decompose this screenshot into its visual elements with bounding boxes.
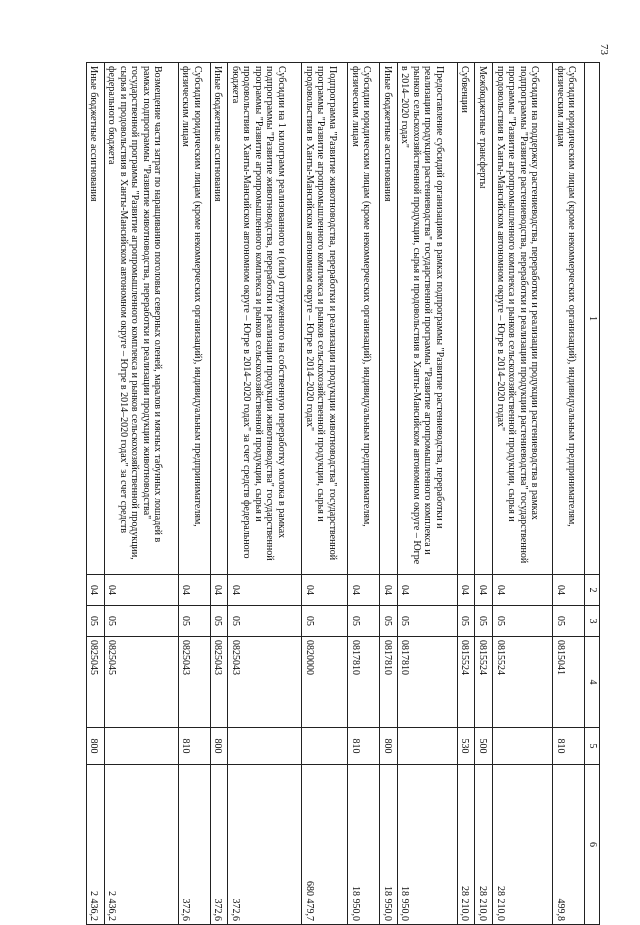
row-subsection-cell: 05 bbox=[104, 606, 178, 637]
row-expense-type-cell: 800 bbox=[210, 728, 228, 765]
row-target-article-cell: 0815524 bbox=[475, 637, 493, 728]
row-name-cell: Субсидии юридическим лицам (кроме некоммерческих организаций), индивидуальным предпринимателям, физическим лицам bbox=[178, 63, 210, 575]
row-section-cell: 04 bbox=[493, 575, 553, 606]
row-section-cell: 04 bbox=[87, 575, 105, 606]
row-section-cell: 04 bbox=[380, 575, 398, 606]
row-section-cell: 04 bbox=[302, 575, 348, 606]
table-row bbox=[348, 63, 380, 925]
row-subsection-cell: 05 bbox=[380, 606, 398, 637]
row-expense-type-cell: 810 bbox=[348, 728, 380, 765]
row-name-cell: Иные бюджетные ассигнования bbox=[380, 63, 398, 575]
row-target-article-cell: 0825045 bbox=[87, 637, 105, 728]
table-row bbox=[302, 63, 348, 925]
table-body bbox=[87, 63, 585, 925]
row-name-cell: Субсидии юридическим лицам (кроме некоммерческих организаций), индивидуальным предпринимателям, физическим лицам bbox=[348, 63, 380, 575]
header-cell-6: 6 bbox=[585, 765, 600, 925]
row-target-article-cell: 0817810 bbox=[397, 637, 457, 728]
header-cell-5: 5 bbox=[585, 728, 600, 765]
row-amount-cell: 18 950,0 bbox=[397, 765, 457, 925]
row-name-cell: Межбюджетные трансферты bbox=[475, 63, 493, 575]
table-row bbox=[228, 63, 302, 925]
table-row bbox=[397, 63, 457, 925]
row-subsection-cell: 05 bbox=[493, 606, 553, 637]
row-section-cell: 04 bbox=[210, 575, 228, 606]
row-section-cell: 04 bbox=[397, 575, 457, 606]
row-expense-type-cell: 810 bbox=[178, 728, 210, 765]
row-name-cell: Субсидии юридическим лицам (кроме некоммерческих организаций), индивидуальным предпринимателям, физическим лицам bbox=[553, 63, 585, 575]
budget-table bbox=[86, 62, 600, 925]
row-amount-cell: 28 210,0 bbox=[493, 765, 553, 925]
table-row bbox=[475, 63, 493, 925]
row-subsection-cell: 05 bbox=[553, 606, 585, 637]
row-subsection-cell: 05 bbox=[178, 606, 210, 637]
row-name-cell: Субсидии на поддержку растениеводства, переработки и реализации продукции растениеводства в рамках подпрограммы "Развитие растениеводства, переработки и реализации продукции растениеводства" государственной программы "Развитие агропромышленного комплекса и рынков сельскохозяйственной продукции, сырья и продовольствия в Ханты-Мансийском автономном округе – Югре в 2014–2020 годах" bbox=[493, 63, 553, 575]
header-row bbox=[585, 63, 600, 925]
row-target-article-cell: 0825043 bbox=[210, 637, 228, 728]
row-section-cell: 04 bbox=[553, 575, 585, 606]
table-row bbox=[493, 63, 553, 925]
row-amount-cell: 28 210,0 bbox=[457, 765, 475, 925]
row-section-cell: 04 bbox=[228, 575, 302, 606]
row-amount-cell: 2 436,2 bbox=[87, 765, 105, 925]
row-expense-type-cell bbox=[302, 728, 348, 765]
table-row bbox=[178, 63, 210, 925]
row-expense-type-cell bbox=[104, 728, 178, 765]
row-subsection-cell: 05 bbox=[457, 606, 475, 637]
row-expense-type-cell: 800 bbox=[380, 728, 398, 765]
row-target-article-cell: 0817810 bbox=[348, 637, 380, 728]
row-expense-type-cell bbox=[493, 728, 553, 765]
row-target-article-cell: 0825043 bbox=[178, 637, 210, 728]
row-section-cell: 04 bbox=[475, 575, 493, 606]
row-section-cell: 04 bbox=[348, 575, 380, 606]
header-cell-2: 2 bbox=[585, 575, 600, 606]
table-row bbox=[210, 63, 228, 925]
row-name-cell: Подпрограмма "Развитие животноводства, переработки и реализации продукции животноводства" государственной программы "Развитие агропромышленного комплекса и рынков сельскохозяйственной продукции, сырья и продовольствия в Ханты-Мансийском автономном округе – Югре в 2014–2020 годах" bbox=[302, 63, 348, 575]
row-subsection-cell: 05 bbox=[397, 606, 457, 637]
row-amount-cell: 28 210,0 bbox=[475, 765, 493, 925]
row-name-cell: Субсидии на 1 килограмм реализованного и (или) отгруженного на собственную переработку молока в рамках подпрограммы "Развитие животноводства, переработки и реализации продукции животноводства" государственной программы "Развитие агропромышленного комплекса и рынков сельскохозяйственной продукции, сырья и продовольствия в Ханты-Мансийском автономном округе – Югре в 2014–2020 годах" за счет средств федерального бюджета bbox=[228, 63, 302, 575]
row-target-article-cell: 0815524 bbox=[457, 637, 475, 728]
row-expense-type-cell: 810 bbox=[553, 728, 585, 765]
row-target-article-cell: 0815524 bbox=[493, 637, 553, 728]
row-name-cell: Возмещение части затрат по наращиванию поголовья северных оленей, маралов и мясных табунных лошадей в рамках подпрограммы "Развитие животноводства, переработки и реализации продукции животноводства" государственной программы "Развитие агропромышленного комплекса и рынков сельскохозяйственной продукции, сырья и продовольствия в Ханты-Мансийском автономном округе – Югре в 2014–2020 годах" за счет средств федерального бюджета bbox=[104, 63, 178, 575]
row-subsection-cell: 05 bbox=[348, 606, 380, 637]
row-name-cell: Иные бюджетные ассигнования bbox=[210, 63, 228, 575]
row-name-cell: Предоставление субсидий организациям в рамках подпрограммы "Развитие растениеводства, переработки и реализации продукции растениеводства" государственной программы "Развитие агропромышленного комплекса и рынков сельскохозяйственной продукции, сырья и продовольствия в Ханты-Мансийском автономном округе – Югре в 2014–2020 годах" bbox=[397, 63, 457, 575]
table-row bbox=[87, 63, 105, 925]
row-amount-cell: 680 479,7 bbox=[302, 765, 348, 925]
row-amount-cell: 372,6 bbox=[210, 765, 228, 925]
row-expense-type-cell: 500 bbox=[475, 728, 493, 765]
row-expense-type-cell bbox=[397, 728, 457, 765]
row-section-cell: 04 bbox=[457, 575, 475, 606]
row-amount-cell: 18 950,0 bbox=[348, 765, 380, 925]
row-amount-cell: 499,8 bbox=[553, 765, 585, 925]
row-target-article-cell: 0820000 bbox=[302, 637, 348, 728]
row-subsection-cell: 05 bbox=[87, 606, 105, 637]
table-row bbox=[457, 63, 475, 925]
row-subsection-cell: 05 bbox=[475, 606, 493, 637]
row-target-article-cell: 0825043 bbox=[228, 637, 302, 728]
row-section-cell: 04 bbox=[104, 575, 178, 606]
row-amount-cell: 372,6 bbox=[178, 765, 210, 925]
row-name-cell: Иные бюджетные ассигнования bbox=[87, 63, 105, 575]
row-name-cell: Субвенции bbox=[457, 63, 475, 575]
row-subsection-cell: 05 bbox=[228, 606, 302, 637]
row-section-cell: 04 bbox=[178, 575, 210, 606]
row-amount-cell: 372,6 bbox=[228, 765, 302, 925]
table-row bbox=[104, 63, 178, 925]
row-subsection-cell: 05 bbox=[210, 606, 228, 637]
row-amount-cell: 18 950,0 bbox=[380, 765, 398, 925]
row-subsection-cell: 05 bbox=[302, 606, 348, 637]
row-expense-type-cell bbox=[228, 728, 302, 765]
header-cell-1: 1 bbox=[585, 63, 600, 575]
header-cell-4: 4 bbox=[585, 637, 600, 728]
row-target-article-cell: 0815041 bbox=[553, 637, 585, 728]
row-target-article-cell: 0825045 bbox=[104, 637, 178, 728]
page-number: 73 bbox=[598, 44, 610, 55]
table-row bbox=[380, 63, 398, 925]
header-cell-3: 3 bbox=[585, 606, 600, 637]
row-amount-cell: 2 436,2 bbox=[104, 765, 178, 925]
table-holder bbox=[86, 62, 600, 921]
row-expense-type-cell: 800 bbox=[87, 728, 105, 765]
table-row bbox=[553, 63, 585, 925]
row-target-article-cell: 0817810 bbox=[380, 637, 398, 728]
row-expense-type-cell: 530 bbox=[457, 728, 475, 765]
